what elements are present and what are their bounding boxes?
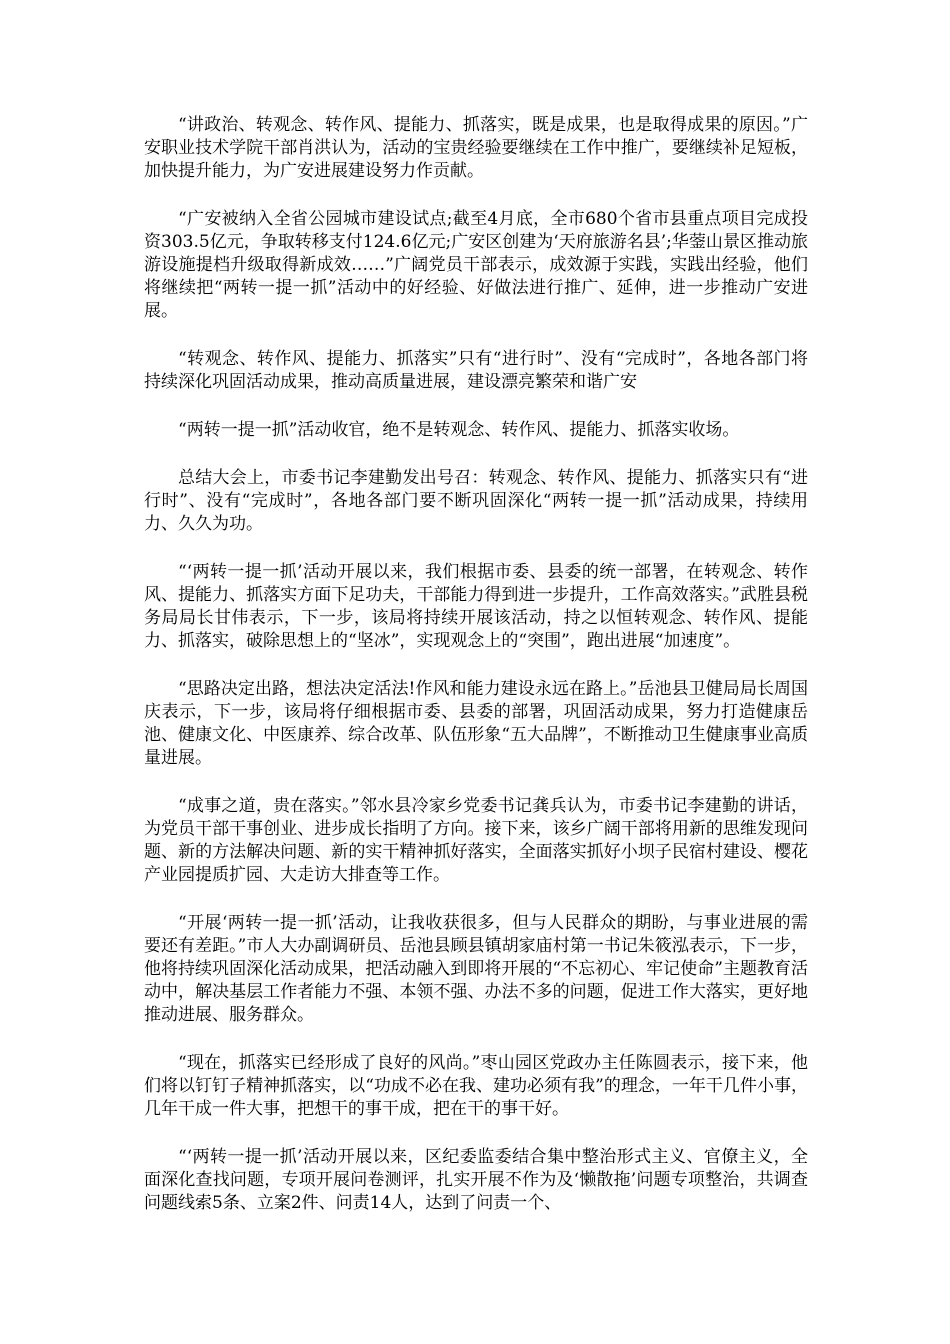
paragraph: “广安被纳入全省公园城市建设试点;截至4月底，全市680个省市县重点项目完成投资303.5亿元，争取转移支付124.6亿元;广安区创建为‘天府旅游名县’;华蓥山景区推动旅游设施提档升级取得新成效……”广阔党员干部表示，成效源于实践，实践出经验，他们将继续把“两转一提一抓”活动中的好经验、好做法进行推广、延伸，进一步推动广安进展。 [144, 209, 808, 321]
paragraph: “开展‘两转一提一抓’活动，让我收获很多，但与人民群众的期盼，与事业进展的需要还有差距。”市人大办副调研员、岳池县顾县镇胡家庙村第一书记朱筱泓表示，下一步，他将持续巩固深化活动成果，把活动融入到即将开展的“不忘初心、牢记使命”主题教育活动中，解决基层工作者能力不强、本领不强、办法不多的问题，促进工作大落实，更好地推动进展、服务群众。 [144, 913, 808, 1025]
paragraph: “现在，抓落实已经形成了良好的风尚。”枣山园区党政办主任陈圆表示，接下来，他们将以钉钉子精神抓落实，以“功成不必在我、建功必须有我”的理念，一年干几件小事，几年干成一件大事，把想干的事干成，把在干的事干好。 [144, 1053, 808, 1119]
paragraph: “转观念、转作风、提能力、抓落实”只有“进行时”、没有“完成时”，各地各部门将持续深化巩固活动成果，推动高质量进展，建设漂亮繁荣和谐广安 [144, 349, 808, 392]
paragraph: “成事之道，贵在落实。”邻水县冷家乡党委书记龚兵认为，市委书记李建勤的讲话，为党员干部干事创业、进步成长指明了方向。接下来，该乡广阔干部将用新的思维发现问题、新的方法解决问题、新的实干精神抓好落实，全面落实抓好小坝子民宿村建设、樱花产业园提质扩园、大走访大排查等工作。 [144, 796, 808, 885]
paragraph: 总结大会上，市委书记李建勤发出号召：转观念、转作风、提能力、抓落实只有“进行时”、没有“完成时”，各地各部门要不断巩固深化“两转一提一抓”活动成果，持续用力、久久为功。 [144, 468, 808, 534]
document-body [144, 114, 808, 1240]
paragraph: “思路决定出路，想法决定活法!作风和能力建设永远在路上。”岳池县卫健局局长周国庆表示，下一步，该局将仔细根据市委、县委的部署，巩固活动成果，努力打造健康岳池、健康文化、中医康养、综合改革、队伍形象“五大品牌”，不断推动卫生健康事业高质量进展。 [144, 679, 808, 768]
paragraph: “讲政治、转观念、转作风、提能力、抓落实，既是成果，也是取得成果的原因。”广安职业技术学院干部肖洪认为，活动的宝贵经验要继续在工作中推广，要继续补足短板，加快提升能力，为广安进展建设努力作贡献。 [144, 115, 808, 181]
paragraph: “‘两转一提一抓’活动开展以来，我们根据市委、县委的统一部署，在转观念、转作风、提能力、抓落实方面下足功夫，干部能力得到进一步提升，工作高效落实。”武胜县税务局局长甘伟表示，下一步，该局将持续开展该活动，持之以恒转观念、转作风、提能力、抓落实，破除思想上的“坚冰”，实现观念上的“突围”，跑出进展“加速度”。 [144, 562, 808, 651]
paragraph: “‘两转一提一抓’活动开展以来，区纪委监委结合集中整治形式主义、官僚主义，全面深化查找问题，专项开展问卷测评，扎实开展不作为及‘懒散拖’问题专项整治，共调查问题线索5条、立案2件、问责14人，达到了问责一个、 [144, 1147, 808, 1213]
paragraph: “两转一提一抓”活动收官，绝不是转观念、转作风、提能力、抓落实收场。 [178, 420, 740, 440]
